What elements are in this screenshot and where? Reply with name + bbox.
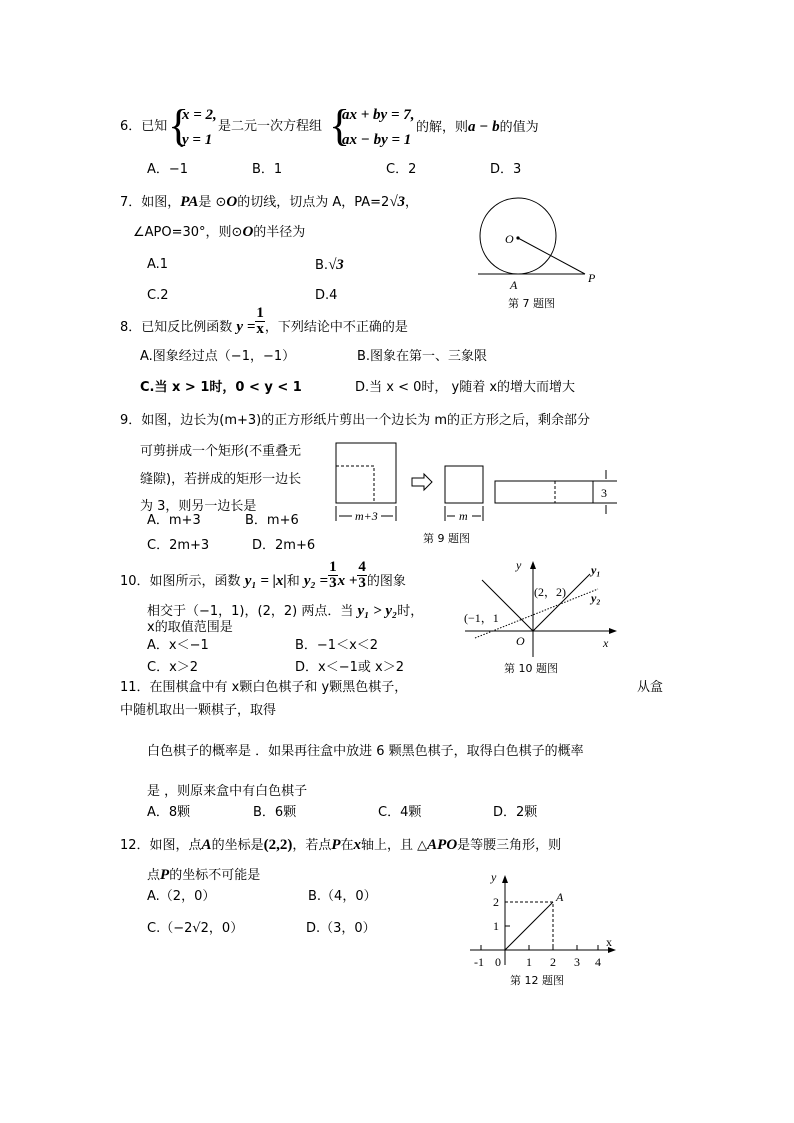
q7-option-d: D.4 [315, 288, 338, 303]
q12-tick-y1: 1 [493, 919, 499, 933]
q7-optb-value: √3 [328, 257, 344, 273]
q10-label-y2: y₂ [591, 591, 601, 605]
q10-label-point-neg1-1: (−1，1 [464, 611, 499, 625]
q12-coord: (2,2) [263, 837, 293, 853]
q10-caption: 第 10 题图 [504, 662, 558, 675]
q12-t3: ，若点 [292, 838, 332, 853]
q6-option-c: C．2 [386, 162, 417, 177]
q12-segment-oa [505, 902, 553, 950]
q12-label-x: x [606, 935, 612, 949]
q9-line-4: 为 3，则另一边长是 [140, 499, 257, 514]
q6-option-b: B．1 [252, 162, 283, 177]
q7-o: O [226, 194, 238, 210]
q9-line-2: 可剪拼成一个矩形(不重叠无 [140, 444, 302, 459]
q8-num: 1 [256, 305, 264, 321]
q12-tick-y2: 2 [493, 895, 499, 909]
q12-t1: 12．如图，点 [120, 838, 202, 853]
q8-option-c: C.当 x > 1时，0 < y < 1 [140, 380, 302, 395]
q12-t8: 的坐标不可能是 [169, 868, 261, 883]
q10-label-x: x [603, 636, 609, 650]
q12-tick-x2: 2 [550, 955, 556, 969]
q11-stem-line2: 中随机取出一颗棋子，取得 [120, 703, 277, 718]
q12-label-y: y [491, 870, 497, 884]
q8-y: y = [236, 319, 256, 335]
q10-d1: 3 [329, 575, 337, 591]
q10-label-y: y [516, 558, 522, 572]
q12-t6: 是等腰三角形，则 [457, 838, 562, 853]
q11-stem-line4: 是 ，则原来盒中有白色棋子 [147, 784, 308, 799]
q12-p: P [331, 837, 341, 853]
q7-t5: ∠APO=30°，则⊙ [133, 225, 243, 240]
q8-t2: ，下列结论中不正确的是 [264, 320, 408, 335]
q10-option-c: C．x＞2 [147, 660, 199, 675]
q7-t2: 是 ⊙ [198, 195, 227, 210]
q9-label-m3: m+3 [355, 509, 378, 523]
q12-tick-x4: 4 [595, 955, 601, 969]
q11-stem-line3: 白色棋子的概率是 ．如果再往盒中放进 6 颗黑色棋子，取得白色棋子的概率 [147, 744, 584, 759]
q12-p2: P [160, 867, 170, 883]
q12-t5: 轴上，且 △ [361, 838, 428, 853]
q10-label-point-2-2: (2，2) [534, 585, 566, 599]
q7-sqrt3: √3 [389, 194, 406, 210]
q12-t7: 点 [147, 868, 161, 883]
q7-optb-label: B. [315, 258, 329, 273]
q12-t2: 的坐标是 [211, 838, 264, 853]
q7-label-a: A [510, 278, 518, 292]
q10-option-a: A．x＜−1 [147, 638, 209, 653]
q8-t1: 8．已知反比例函数 [120, 320, 233, 335]
q10-option-d: D．x＜−1或 x＞2 [295, 660, 404, 675]
q12-option-a: A.（2，0） [147, 889, 216, 904]
q6-brace-2: { [329, 101, 351, 150]
q12-label-a: A [556, 890, 564, 904]
q6-option-d: D．3 [490, 162, 522, 177]
q10-y1: y₁ = |x| [244, 573, 287, 589]
q10-t4: 相交于（−1，1)，(2，2) 两点．当 [147, 604, 354, 619]
q9-option-d: D．2m+6 [252, 538, 316, 553]
q10-label-o: O [516, 634, 525, 648]
q12-tick-x3: 3 [574, 955, 580, 969]
q10-option-b: B．−1＜x＜2 [295, 638, 379, 653]
q10-line3: x的取值范围是 [147, 620, 233, 635]
q11-option-a: A．8颗 [147, 805, 191, 820]
q12-tick-x1: 1 [526, 955, 532, 969]
q9-label-3: 3 [601, 486, 607, 500]
q11-stem-line1-end: 从盒 [637, 680, 664, 695]
q7-label-p: P [588, 271, 596, 285]
q7-t3: 的切线，切点为 A，PA=2 [237, 195, 390, 210]
q10-y2: y₂ = [303, 573, 329, 589]
q7-t1: 7．如图， [120, 195, 181, 210]
q7-caption: 第 7 题图 [508, 297, 555, 310]
q8-option-d: D.当 x < 0时， y随着 x的增大而增大 [355, 380, 576, 395]
q6-eq-2: ax − by = 1 [342, 132, 412, 148]
q12-apo: APO [427, 837, 458, 853]
q10-n2: 4 [358, 559, 366, 575]
q12-option-d: D.（3，0） [306, 921, 376, 936]
q12-caption: 第 12 题图 [510, 974, 564, 987]
q7-o2: O [242, 224, 254, 240]
q9-option-a: A．m+3 [147, 513, 201, 528]
q10-d2: 3 [358, 575, 366, 591]
q6-stem-start: 6．已知 [120, 119, 168, 134]
q12-tick-x0: 0 [495, 955, 501, 969]
q7-option-c: C.2 [147, 288, 169, 303]
q6-sol-y: y = 1 [182, 132, 213, 148]
q11-stem-line1: 11．在围棋盒中有 x颗白色棋子和 y颗黑色棋子， [120, 680, 408, 695]
q9-label-m: m [459, 509, 468, 523]
q8-option-a: A.图象经过点（−1，−1） [140, 349, 296, 364]
q10-t1: 10．如图所示，函数 [120, 574, 241, 589]
q6-brace-1: { [168, 101, 190, 150]
q6-tail: 的解，则 [416, 120, 469, 135]
q6-end: 的值为 [499, 120, 539, 135]
q6-eq-1: ax + by = 7, [342, 107, 415, 123]
q11-option-b: B．6颗 [253, 805, 297, 820]
q8-den: x [256, 321, 264, 337]
q9-line-3: 缝隙)，若拼成的矩形一边长 [140, 472, 302, 487]
q6-expr: a − b [468, 119, 500, 135]
q10-t2: 和 [286, 574, 300, 589]
q10-n1: 1 [329, 559, 337, 575]
q12-option-c: C.（−2√2，0） [147, 921, 244, 936]
q12-option-b: B.（4，0） [308, 889, 377, 904]
q10-x: x + [337, 573, 358, 589]
q7-pa: PA [180, 194, 199, 210]
q8-option-b: B.图象在第一、三象限 [357, 349, 488, 364]
q7-t4: ， [405, 195, 419, 210]
q9-option-c: C．2m+3 [147, 538, 210, 553]
q7-option-a: A.1 [147, 257, 169, 272]
q10-label-y1: y₁ [591, 563, 601, 577]
q10-t3: 的图象 [366, 574, 406, 589]
q12-x: x [353, 837, 362, 853]
q11-option-d: D．2颗 [493, 805, 538, 820]
q11-option-c: C．4颗 [378, 805, 422, 820]
q12-t4: 在 [340, 838, 354, 853]
q12-tick-x-neg1: -1 [474, 955, 484, 969]
q9-option-b: B．m+6 [245, 513, 299, 528]
q6-stem-mid: 是二元一次方程组 [218, 119, 323, 134]
q6-sol-x: x = 2, [182, 107, 217, 123]
q6-option-a: A．−1 [147, 162, 189, 177]
q7-t6: 的半径为 [253, 225, 306, 240]
q9-caption: 第 9 题图 [423, 532, 470, 545]
q10-cond: y₁ > y₂ [357, 603, 398, 619]
q10-t5: 时， [397, 604, 424, 619]
q12-a: A [201, 837, 212, 853]
q9-stem: 9．如图，边长为(m+3)的正方形纸片剪出一个边长为 m的正方形之后，剩余部分 [120, 413, 591, 428]
q7-label-o: O [505, 232, 514, 246]
